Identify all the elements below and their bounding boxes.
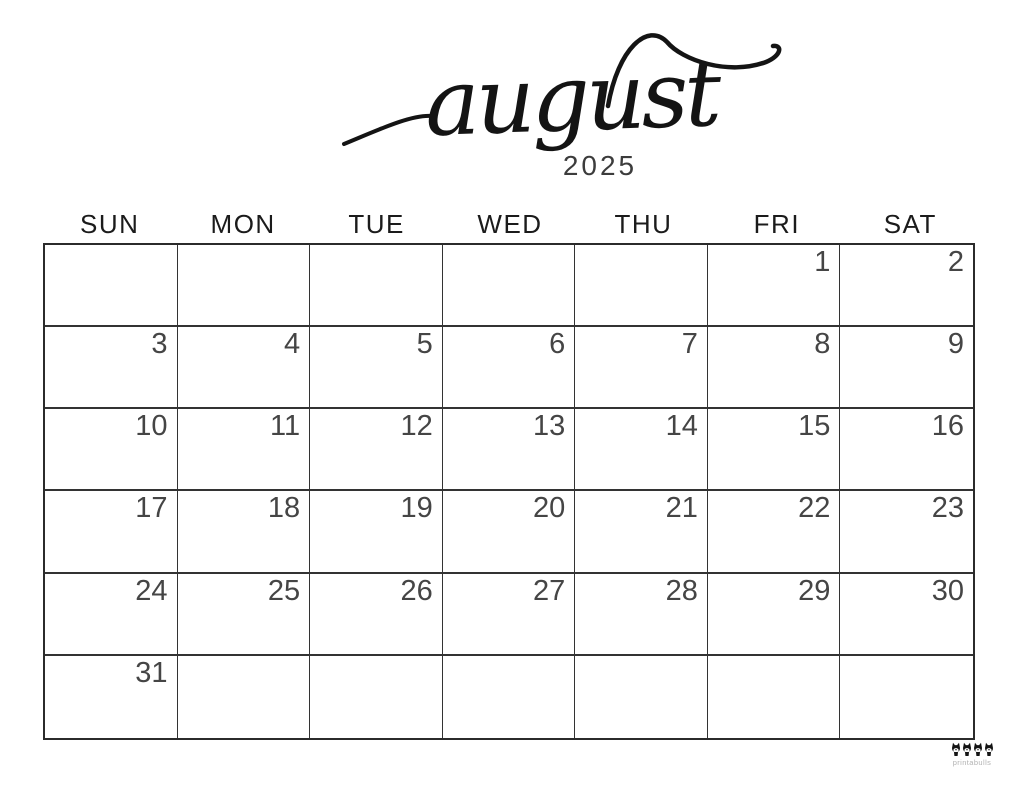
day-number: 29 bbox=[798, 574, 831, 607]
day-cell bbox=[575, 327, 708, 409]
day-number: 6 bbox=[549, 328, 566, 361]
day-cell bbox=[443, 245, 576, 327]
day-number bbox=[575, 656, 707, 658]
watermark-brand-text: printabulls bbox=[952, 758, 992, 767]
weekday-label-sat: SAT bbox=[883, 209, 937, 239]
day-cell bbox=[178, 245, 311, 327]
month-title: august bbox=[423, 39, 720, 158]
day-number: 5 bbox=[416, 328, 433, 361]
watermark bbox=[946, 742, 998, 767]
day-number bbox=[178, 245, 310, 247]
day-cell bbox=[840, 327, 973, 409]
day-cell bbox=[45, 245, 178, 327]
day-number: 4 bbox=[284, 328, 301, 361]
day-number bbox=[708, 656, 840, 658]
day-cell bbox=[178, 574, 311, 656]
day-number: 18 bbox=[267, 492, 301, 525]
day-cell bbox=[708, 656, 841, 738]
day-number: 12 bbox=[400, 410, 433, 443]
day-number bbox=[310, 245, 442, 247]
day-cell bbox=[840, 409, 973, 491]
day-number: 26 bbox=[400, 574, 433, 607]
day-cell bbox=[310, 245, 443, 327]
day-number bbox=[575, 245, 707, 247]
day-number: 11 bbox=[270, 410, 301, 443]
day-cell bbox=[575, 409, 708, 491]
day-cell bbox=[310, 409, 443, 491]
day-number: 15 bbox=[798, 410, 831, 443]
day-cell bbox=[840, 245, 973, 327]
day-cell bbox=[708, 245, 841, 327]
weekday-label-tue: TUE bbox=[348, 209, 405, 239]
day-number: 20 bbox=[533, 492, 566, 525]
day-cell bbox=[708, 491, 841, 573]
weekday-label-fri: FRI bbox=[753, 209, 801, 239]
day-number bbox=[443, 656, 575, 658]
day-cell bbox=[840, 656, 973, 738]
year-label: 2025 bbox=[562, 150, 638, 181]
day-cell bbox=[443, 491, 576, 573]
day-cell bbox=[310, 491, 443, 573]
day-cell bbox=[310, 574, 443, 656]
day-cell bbox=[443, 574, 576, 656]
day-number: 10 bbox=[135, 410, 168, 443]
day-cell bbox=[840, 491, 973, 573]
weekday-row bbox=[43, 209, 977, 241]
day-number: 17 bbox=[135, 492, 168, 525]
day-cell bbox=[45, 574, 178, 656]
day-number: 24 bbox=[135, 574, 168, 607]
day-number: 14 bbox=[665, 410, 698, 443]
day-number: 27 bbox=[533, 574, 566, 607]
day-number: 21 bbox=[665, 492, 698, 525]
day-cell bbox=[178, 327, 311, 409]
day-number: 7 bbox=[681, 328, 698, 361]
day-cell bbox=[708, 409, 841, 491]
day-cell bbox=[443, 409, 576, 491]
day-number: 9 bbox=[947, 328, 964, 361]
day-cell bbox=[708, 574, 841, 656]
title-block bbox=[330, 10, 800, 195]
day-number: 8 bbox=[814, 328, 831, 361]
day-cell bbox=[575, 245, 708, 327]
day-cell bbox=[310, 656, 443, 738]
day-cell bbox=[178, 656, 311, 738]
day-number: 3 bbox=[151, 328, 168, 361]
weekday-label-mon: MON bbox=[210, 209, 276, 239]
day-cell bbox=[45, 491, 178, 573]
day-number bbox=[310, 656, 442, 658]
day-number: 22 bbox=[798, 492, 831, 525]
day-number bbox=[443, 245, 575, 247]
day-cell bbox=[178, 409, 311, 491]
day-cell bbox=[575, 656, 708, 738]
day-cell bbox=[575, 574, 708, 656]
day-number: 2 bbox=[947, 246, 964, 278]
day-number: 1 bbox=[814, 246, 831, 278]
day-number: 23 bbox=[931, 492, 964, 525]
day-cell bbox=[840, 574, 973, 656]
weekday-label-wed: WED bbox=[477, 209, 543, 239]
day-number bbox=[45, 245, 177, 247]
day-number: 19 bbox=[400, 492, 433, 525]
day-number: 31 bbox=[135, 656, 168, 689]
weekday-label-sun: SUN bbox=[80, 209, 140, 239]
day-number bbox=[178, 656, 310, 658]
day-cell bbox=[45, 409, 178, 491]
day-cell bbox=[178, 491, 311, 573]
calendar-grid bbox=[43, 243, 975, 740]
day-cell bbox=[443, 327, 576, 409]
bulldogs-icon bbox=[950, 742, 994, 757]
day-number bbox=[840, 656, 973, 658]
day-number: 30 bbox=[931, 574, 964, 607]
day-number: 13 bbox=[533, 410, 566, 443]
day-number: 16 bbox=[931, 410, 964, 443]
day-cell bbox=[443, 656, 576, 738]
day-number: 28 bbox=[665, 574, 698, 607]
day-number: 25 bbox=[267, 574, 301, 607]
day-cell bbox=[575, 491, 708, 573]
weekday-label-thu: THU bbox=[614, 209, 673, 239]
day-cell bbox=[45, 656, 178, 738]
day-cell bbox=[310, 327, 443, 409]
day-cell bbox=[45, 327, 178, 409]
day-cell bbox=[708, 327, 841, 409]
